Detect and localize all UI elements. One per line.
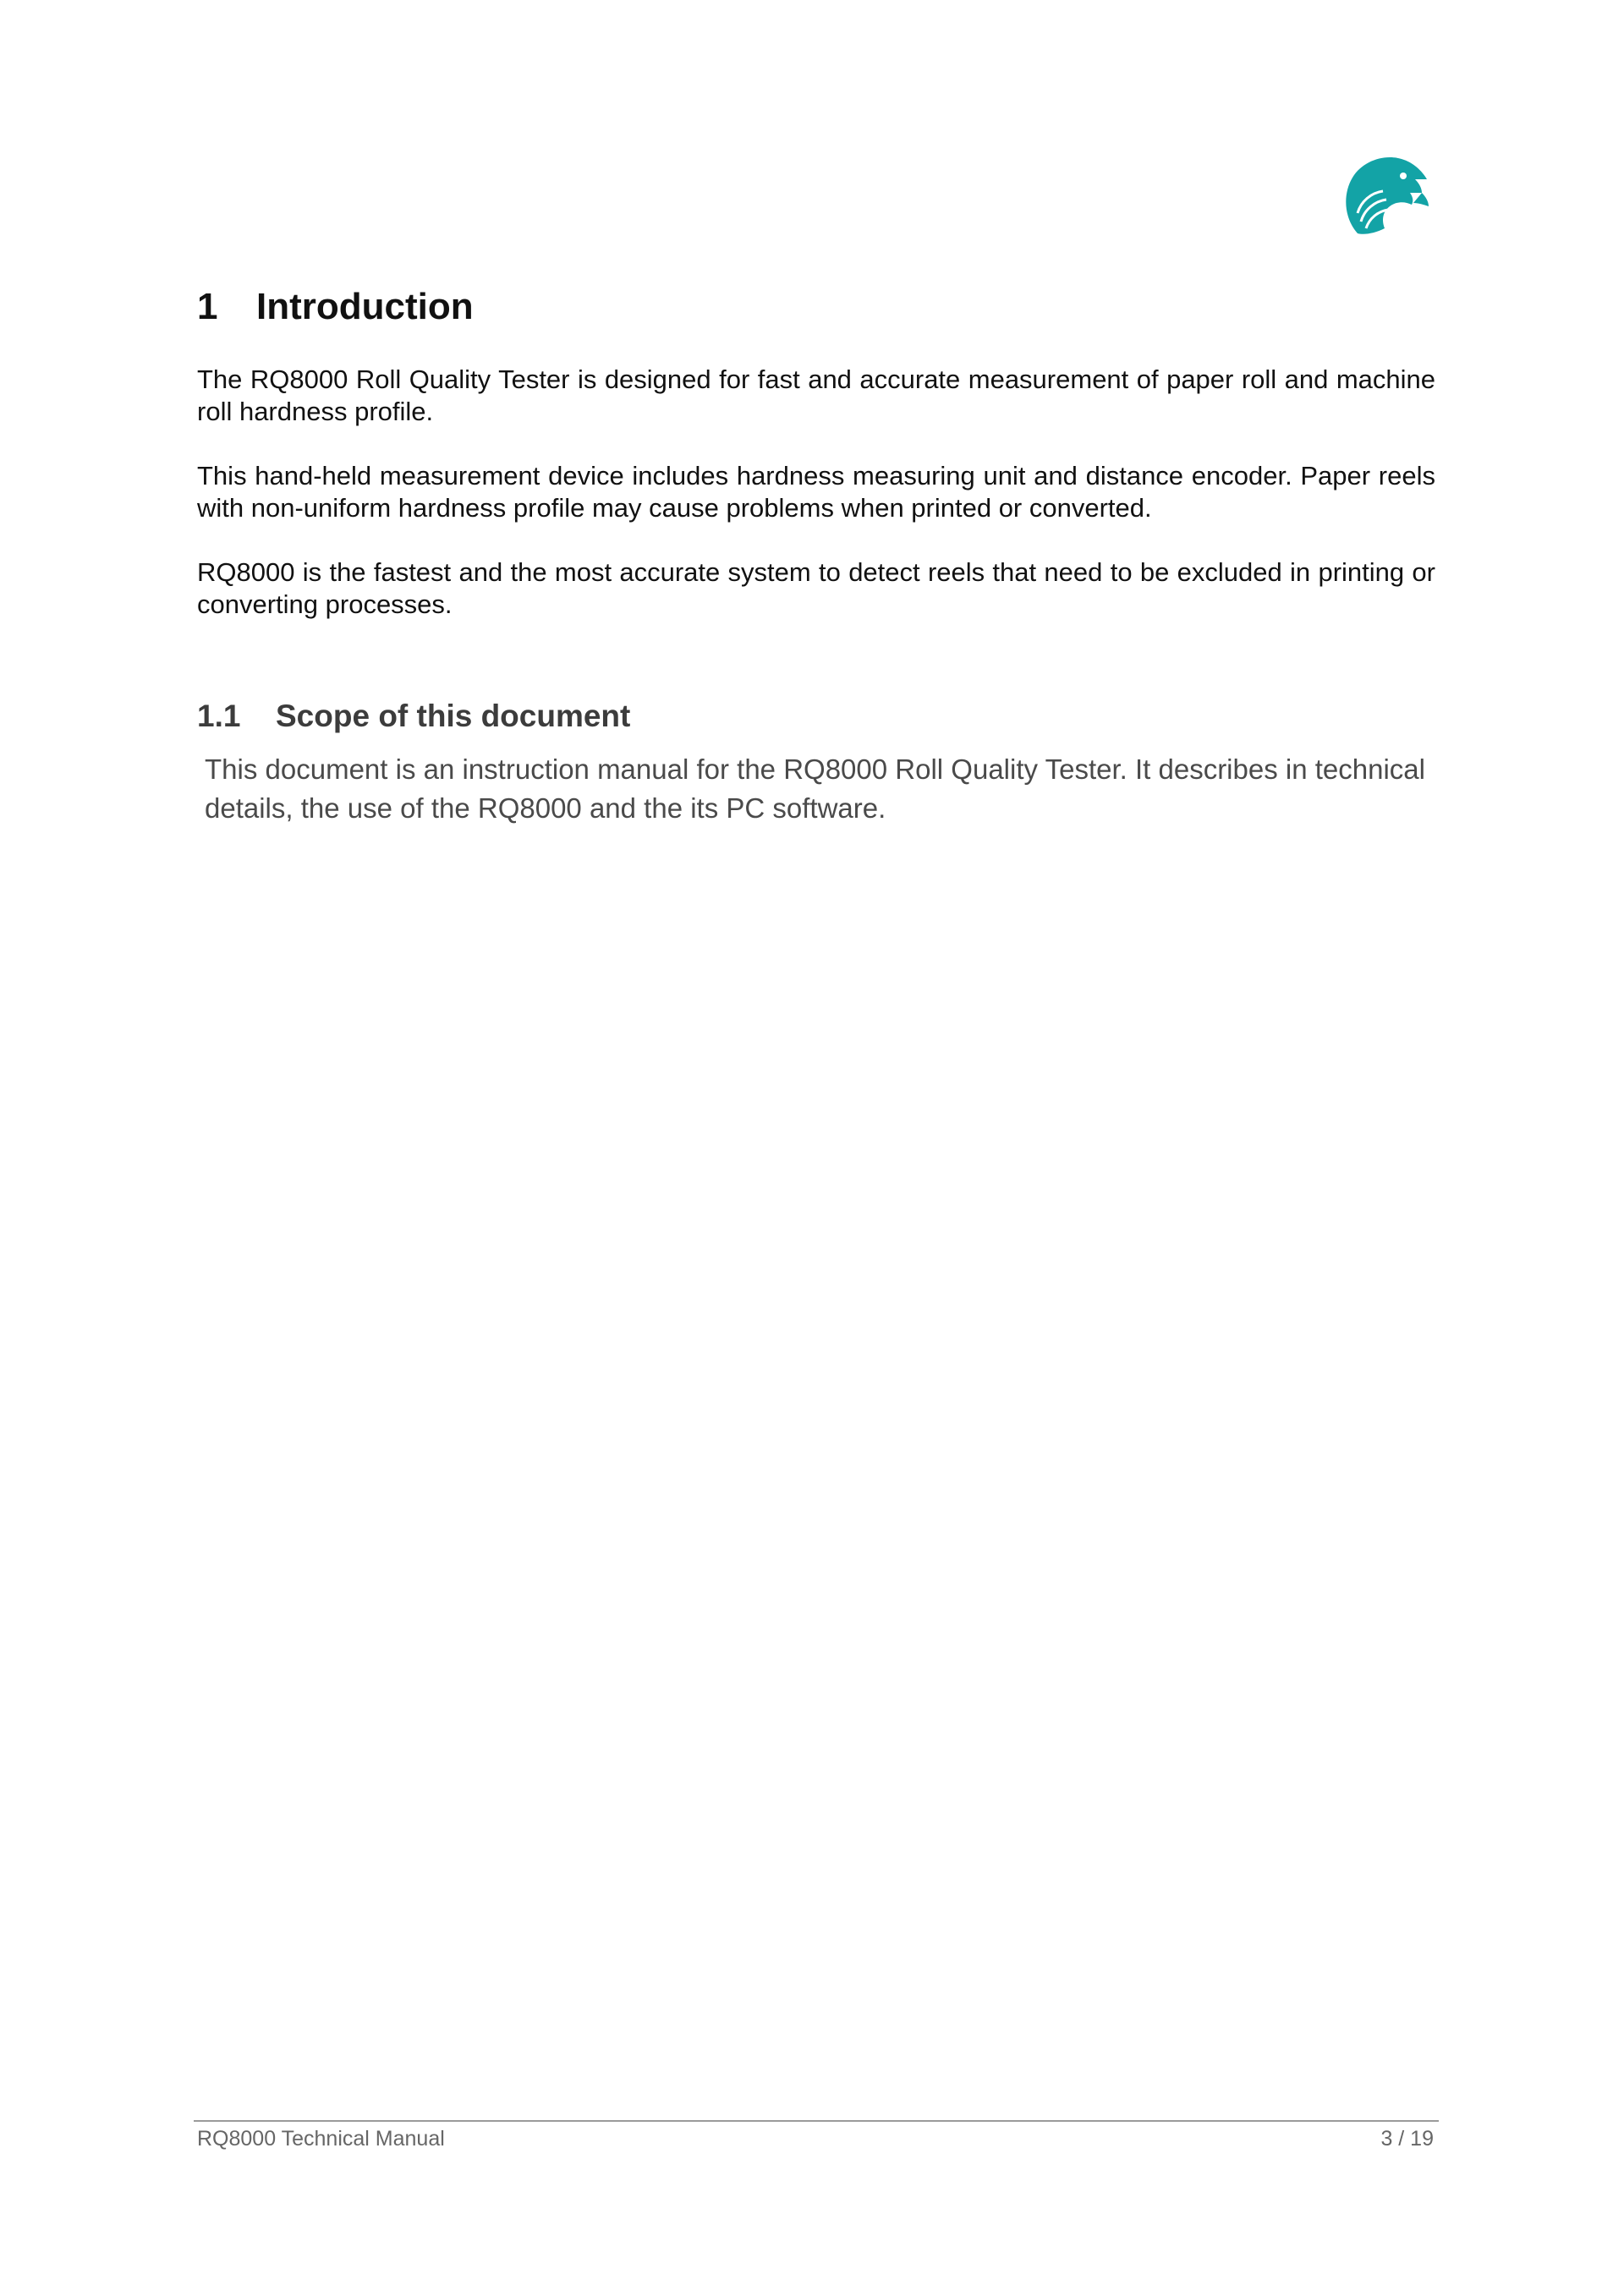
footer-divider — [194, 2120, 1439, 2122]
footer-page-number: 3 / 19 — [1380, 2127, 1434, 2151]
section-heading — [197, 286, 474, 328]
subsection-heading — [197, 699, 630, 734]
intro-paragraph-1: The RQ8000 Roll Quality Tester is designed for fast and accurate measurement of paper roll and machine roll hardness profile. — [197, 364, 1435, 426]
section-title: Introduction — [256, 286, 474, 327]
section-number: 1 — [197, 286, 218, 327]
subsection-number: 1.1 — [197, 699, 241, 733]
eagle-head-logo-icon — [1341, 151, 1434, 244]
scope-paragraph: This document is an instruction manual for the RQ8000 Roll Quality Tester. It describes in technical details, the use of the RQ8000 and the its PC software. — [205, 753, 1425, 824]
intro-paragraph-2: This hand-held measurement device includes hardness measuring unit and distance encoder. Paper reels with non-uniform hardness profile may cause problems when printed or converted. — [197, 461, 1435, 523]
footer-document-title: RQ8000 Technical Manual — [197, 2127, 445, 2151]
intro-paragraph-3: RQ8000 is the fastest and the most accurate system to detect reels that need to be excluded in printing or converting processes. — [197, 557, 1435, 619]
subsection-title: Scope of this document — [276, 699, 631, 733]
